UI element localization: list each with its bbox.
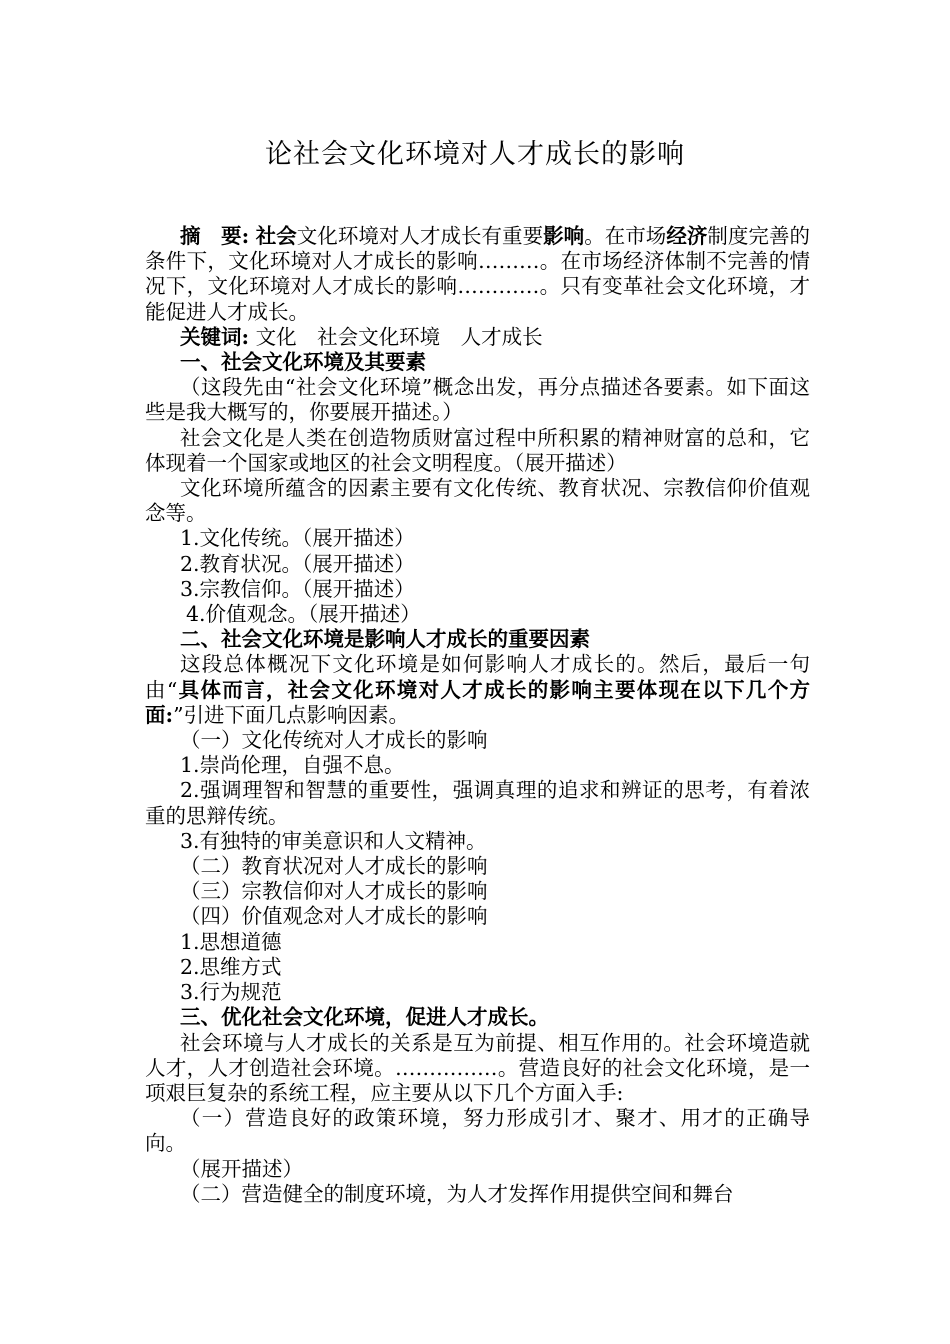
section-1-item: 4.价值观念。（展开描述） <box>186 602 421 627</box>
section-2-subheading-2: （二）教育状况对人才成长的影响 <box>180 854 488 879</box>
section-2-heading: 二、社会文化环境是影响人才成长的重要因素 <box>180 627 590 652</box>
abstract-text-bold-1: 社会 <box>255 224 297 248</box>
section-2-subheading-4: （四）价值观念对人才成长的影响 <box>180 904 488 929</box>
section-3-paragraph-1: 社会环境与人才成长的关系是互为前提、相互作用的。社会环境造就人才，人才创造社会环境。……………。营造良好的社会文化环境，是一项艰巨复杂的系统工程，应主要从以下几个方面入手: <box>145 1030 810 1105</box>
abstract-label: 摘 要: <box>180 224 250 248</box>
section-2-sub4-item: 1.思想道德 <box>180 929 282 954</box>
section-2-sub1-item: 3.有独特的审美意识和人文精神。 <box>180 828 487 853</box>
section-2-text-2: ”引进下面几点影响因素。 <box>173 702 410 727</box>
section-2-subheading-1: （一）文化传统对人才成长的影响 <box>180 728 488 753</box>
section-2-sub4-item: 2.思维方式 <box>180 954 282 979</box>
section-3-sub1-note: （展开描述） <box>180 1156 303 1181</box>
section-2-sub1-item: 2.强调理智和智慧的重要性，强调真理的追求和辨证的思考，有着浓重的思辩传统。 <box>145 778 810 828</box>
section-1-item: 1.文化传统。（展开描述） <box>180 526 415 551</box>
section-2-subheading-3: （三）宗教信仰对人才成长的影响 <box>180 879 488 904</box>
document-title: 论社会文化环境对人才成长的影响 <box>265 139 685 170</box>
section-1-paragraph-1: 社会文化是人类在创造物质财富过程中所积累的精神财富的总和，它体现着一个国家或地区的社会文明程度。（展开描述） <box>145 425 810 475</box>
section-1-item: 3.宗教信仰。（展开描述） <box>180 576 415 601</box>
abstract-text-1: 文化环境对人才成长有重要 <box>296 224 544 248</box>
section-2-text-bold: 具体而言，社会文化环境对人才成长的影响主要体现在以下几个方面: <box>145 677 811 727</box>
keywords-value: 文化 社会文化环境 人才成长 <box>249 324 543 349</box>
section-1-note: （这段先由“社会文化环境”概念出发，再分点描述各要素。如下面这些是我大概写的，你要展开描述。） <box>145 375 810 425</box>
abstract-paragraph <box>145 224 810 325</box>
section-2-sub4-item: 3.行为规范 <box>180 980 282 1005</box>
abstract-text-bold-2: 影响 <box>543 224 585 248</box>
section-2-paragraph-1 <box>145 652 810 728</box>
section-2-text-1: 这段总体概况下文化环境是如何影响人才成长的。然后，最后一句由“ <box>145 652 810 702</box>
abstract-text-3: 制度完善的条件下，文化环境对人才成长的影响………。在市场经济体制不完善的情况下，文化环境对人才成长的影响…………。只有变革社会文化环境，才能促进人才成长。 <box>145 224 810 324</box>
document-body <box>145 224 810 1207</box>
abstract-text-bold-3: 经济 <box>666 224 708 248</box>
abstract-text-2: 。在市场 <box>584 224 667 248</box>
section-1-heading: 一、社会文化环境及其要素 <box>180 350 426 375</box>
section-2-sub1-item: 1.崇尚伦理，自强不息。 <box>180 753 405 778</box>
section-3-subheading-2: （二）营造健全的制度环境，为人才发挥作用提供空间和舞台 <box>180 1181 734 1206</box>
keywords-label: 关键词: <box>180 324 250 349</box>
section-1-item: 2.教育状况。（展开描述） <box>180 551 415 576</box>
keywords-line <box>145 325 810 350</box>
section-1-paragraph-2: 文化环境所蕴含的因素主要有文化传统、教育状况、宗教信仰价值观念等。 <box>145 476 810 526</box>
section-3-heading: 三、优化社会文化环境，促进人才成长。 <box>180 1005 549 1030</box>
section-3-subheading-1: （一）营造良好的政策环境，努力形成引才、聚才、用才的正确导向。 <box>145 1106 810 1156</box>
